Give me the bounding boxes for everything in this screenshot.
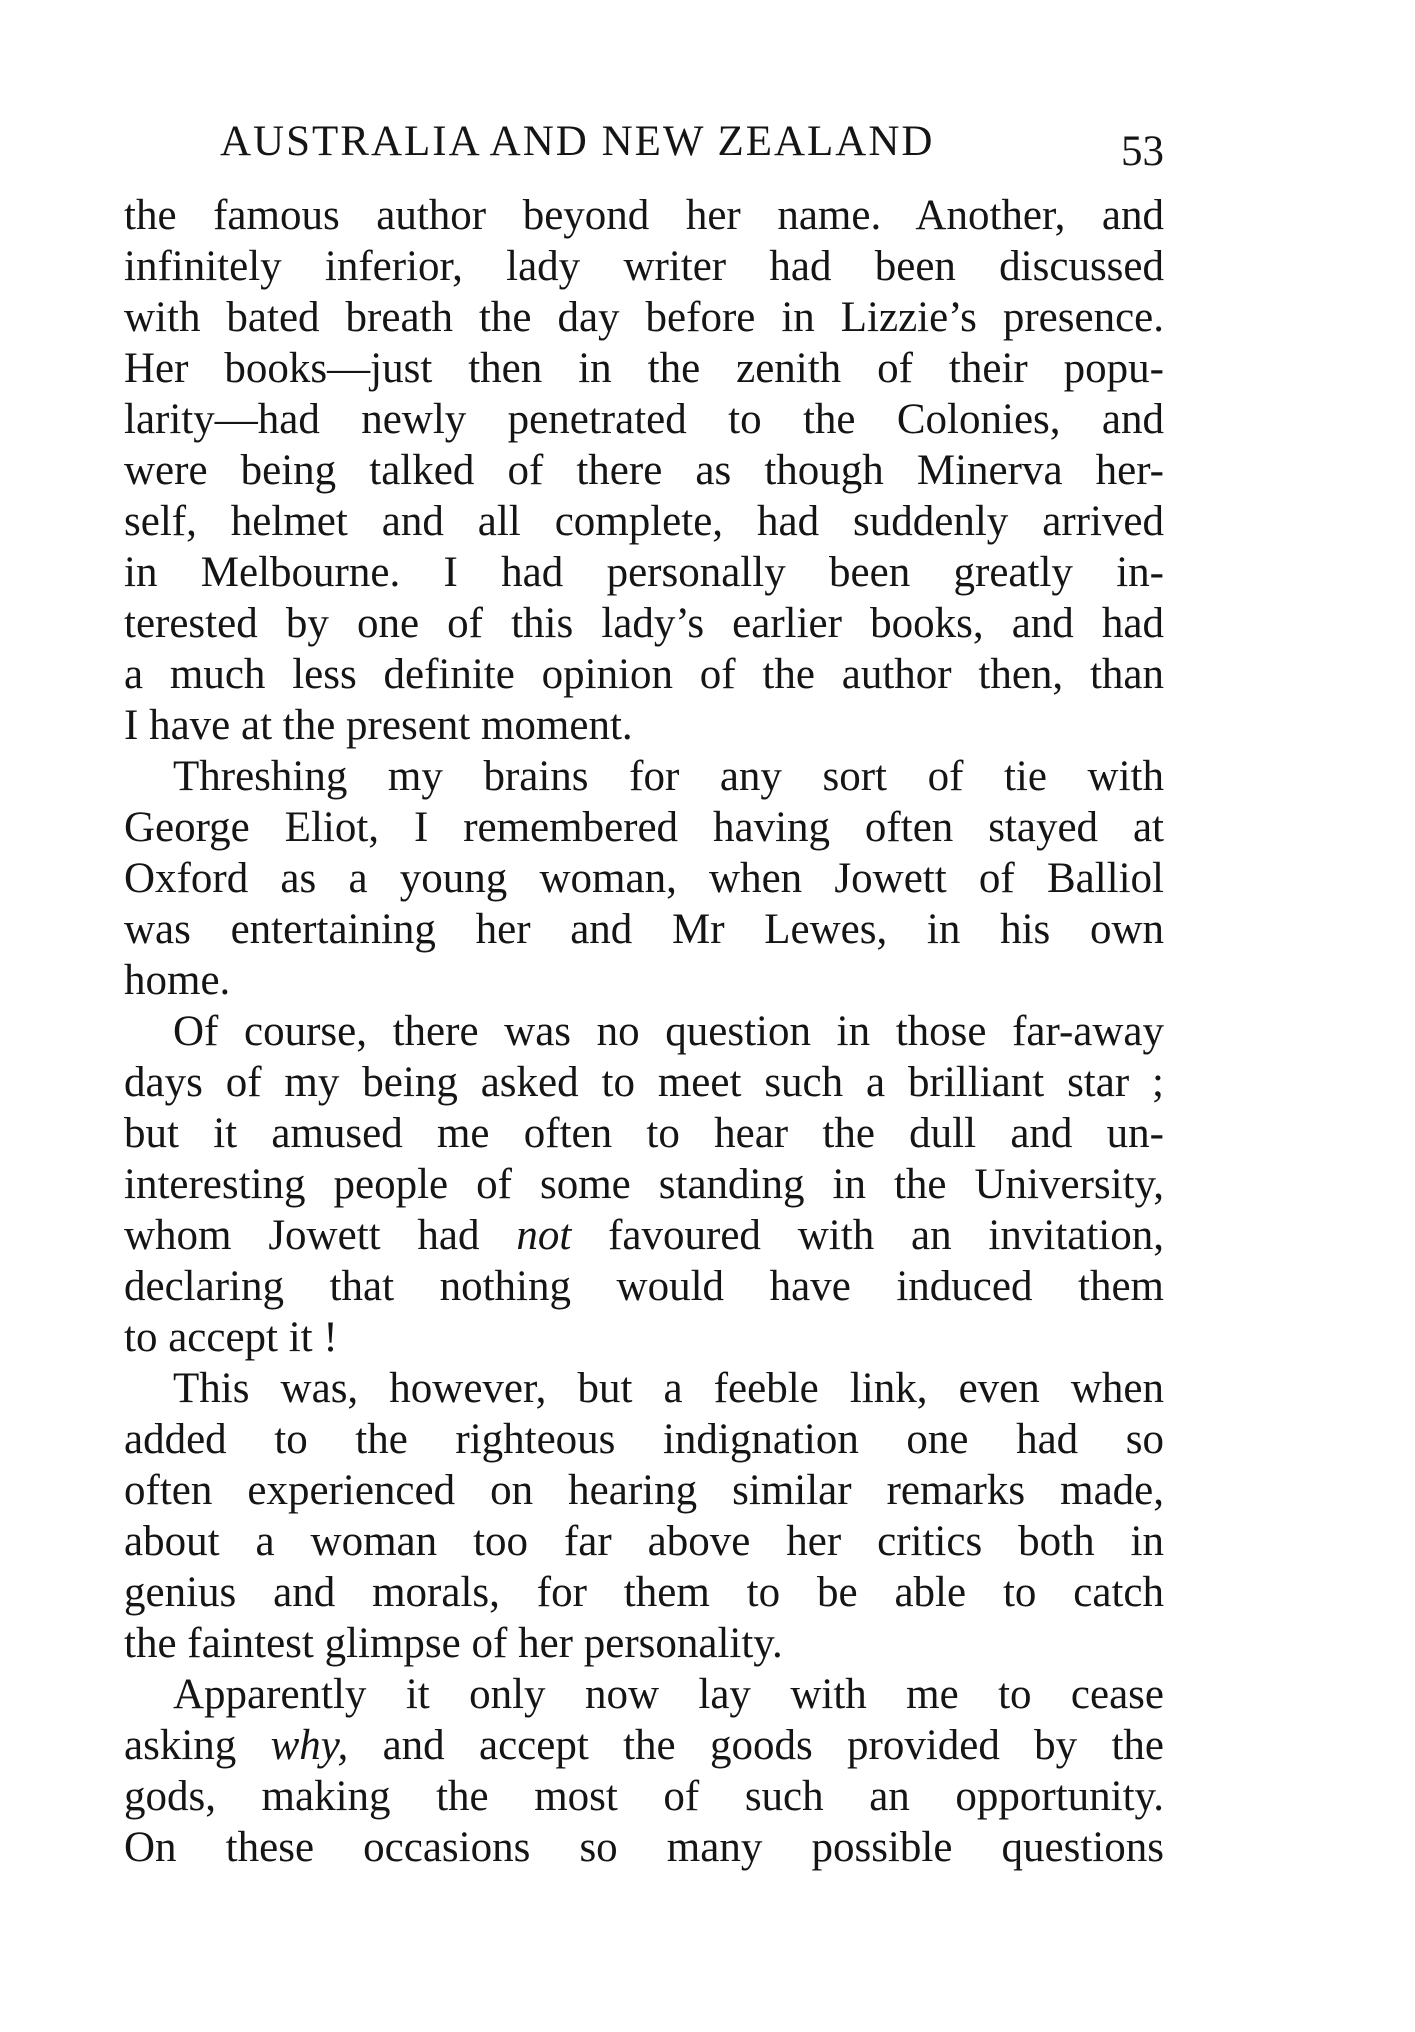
text-line-with-italic <box>124 1210 1164 1261</box>
text-line: declaring that nothing would have induced them <box>124 1263 1164 1310</box>
text-line-with-italic <box>124 1720 1164 1771</box>
text-line: added to the righteous indignation one had so <box>124 1416 1164 1463</box>
text-segment: and accept the goods provided by the <box>382 1722 1165 1769</box>
text-line: Of course, there was no question in those far-away <box>173 1008 1164 1055</box>
italic-word: not <box>516 1212 572 1259</box>
text-line: Oxford as a young woman, when Jowett of Balliol <box>124 855 1164 902</box>
text-line: interesting people of some standing in the University, <box>124 1161 1164 1208</box>
text-line: days of my being asked to meet such a brilliant star ; <box>124 1059 1164 1106</box>
page-header <box>124 112 1164 175</box>
text-line: often experienced on hearing similar remarks made, <box>124 1467 1164 1514</box>
text-line: was entertaining her and Mr Lewes, in his own <box>124 906 1164 953</box>
text-line: to accept it ! <box>124 1314 338 1361</box>
text-segment: favoured with an invitation, <box>608 1212 1164 1259</box>
running-head: AUSTRALIA AND NEW ZEALAND <box>220 118 935 165</box>
text-line: were being talked of there as though Minerva her- <box>124 447 1164 494</box>
text-line: genius and morals, for them to be able to catch <box>124 1569 1164 1616</box>
text-line: home. <box>124 957 231 1004</box>
text-line: in Melbourne. I had personally been greatly in- <box>124 549 1164 596</box>
text-line: gods, making the most of such an opportunity. <box>124 1773 1164 1820</box>
text-line: larity—had newly penetrated to the Colonies, and <box>124 396 1164 443</box>
text-line: with bated breath the day before in Lizzie’s presence. <box>124 294 1164 341</box>
italic-word: why, <box>270 1722 349 1769</box>
text-line: I have at the present moment. <box>124 702 633 749</box>
text-line: the faintest glimpse of her personality. <box>124 1620 783 1667</box>
text-line: George Eliot, I remembered having often stayed at <box>124 804 1164 851</box>
text-line: the famous author beyond her name. Another, and <box>124 192 1164 239</box>
text-line: infinitely inferior, lady writer had been discussed <box>124 243 1164 290</box>
text-line: a much less definite opinion of the author then, than <box>124 651 1164 698</box>
body-text <box>124 190 1164 1873</box>
text-line: but it amused me often to hear the dull and un- <box>124 1110 1164 1157</box>
text-line: about a woman too far above her critics both in <box>124 1518 1164 1565</box>
text-line: Apparently it only now lay with me to cease <box>173 1671 1164 1718</box>
text-line: Her books—just then in the zenith of their popu- <box>124 345 1164 392</box>
page-number: 53 <box>1121 128 1164 175</box>
text-segment: whom Jowett had <box>124 1212 480 1259</box>
text-line: On these occasions so many possible questions <box>124 1824 1164 1871</box>
text-line: This was, however, but a feeble link, even when <box>173 1365 1164 1412</box>
text-line: Threshing my brains for any sort of tie with <box>173 753 1164 800</box>
text-line: self, helmet and all complete, had suddenly arrived <box>124 498 1164 545</box>
text-segment: asking <box>124 1722 237 1769</box>
text-line: terested by one of this lady’s earlier books, and had <box>124 600 1164 647</box>
